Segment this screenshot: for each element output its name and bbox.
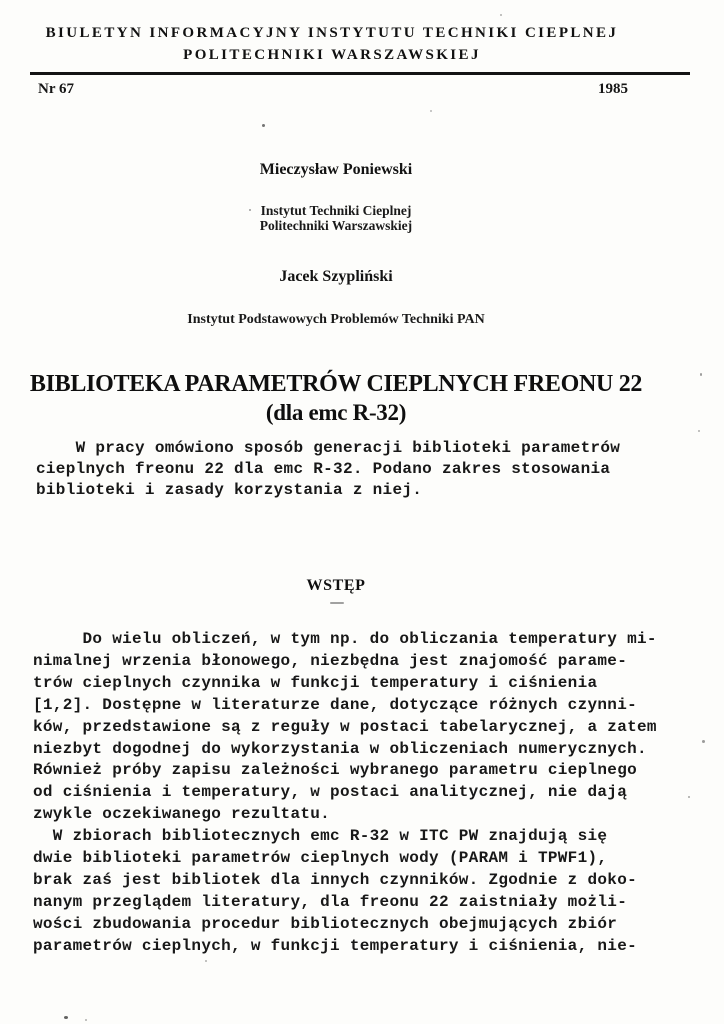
body-line: dwie biblioteki parametrów cieplnych wody (PARAM i TPWF1), [33, 849, 608, 868]
scan-speck [688, 796, 690, 798]
abstract [36, 438, 620, 501]
author-1-affiliation-line2: Politechniki Warszawskiej [259, 218, 413, 233]
body-line: niezbyt dogodnej do wykorzystania w obliczeniach numerycznych. [33, 739, 647, 758]
scan-speck [698, 430, 700, 432]
scan-smudge [330, 602, 344, 604]
article-title-line2: (dla emc R-32) [265, 400, 407, 425]
body-line: trów cieplnych czynnika w funkcji temperatury i ciśnienia [33, 673, 598, 692]
article-title-line1: BIBLIOTEKA PARAMETRÓW CIEPLNYCH FREONU 22 [29, 371, 643, 397]
body-line: wości zbudowania procedur bibliotecznych obejmujących zbiór [33, 914, 618, 933]
abstract-line: cieplnych freonu 22 dla emc R-32. Podano zakres stosowania [36, 460, 611, 478]
issue-year: 1985 [598, 81, 628, 97]
body-line: od ciśnienia i temperatury, w postaci analitycznej, nie dają [33, 783, 628, 802]
body-line: [1,2]. Dostępne w literaturze dane, dotyczące różnych czynni- [33, 695, 637, 714]
body-line: W zbiorach bibliotecznych emc R-32 w ITC PW znajdują się [33, 827, 608, 846]
scan-speck [262, 124, 265, 127]
masthead-rule [30, 72, 690, 75]
bulletin-masthead-line2: POLITECHNIKI WARSZAWSKIEJ [183, 47, 481, 63]
body-line: Również próby zapisu zależności wybranego parametru cieplnego [33, 761, 637, 780]
body-line: brak zaś jest bibliotek dla innych czynników. Zgodnie z doko- [33, 870, 637, 889]
body-line: Do wielu obliczeń, w tym np. do obliczania temperatury mi- [33, 630, 657, 648]
author-name-1: Mieczysław Poniewski [259, 161, 413, 178]
body-line: ków, przedstawione są z reguły w postaci tabelarycznej, a zatem [33, 717, 657, 736]
abstract-line: W pracy omówiono sposób generacji biblioteki parametrów [36, 439, 621, 457]
scan-speck [430, 110, 432, 112]
scan-speck [702, 740, 705, 743]
body-line: nimalnej wrzenia błonowego, niezbędna jest znajomość parame- [33, 651, 628, 670]
scan-speck [700, 373, 702, 376]
body-line: zwykle oczekiwanego rezultatu. [33, 805, 331, 824]
author-2-affiliation: Instytut Podstawowych Problemów Techniki PAN [187, 312, 485, 327]
body-line: parametrów cieplnych, w funkcji temperatury i ciśnienia, nie- [33, 936, 637, 955]
scan-speck [249, 209, 251, 211]
scan-speck [85, 1019, 87, 1021]
section-heading-wstep: WSTĘP [306, 577, 366, 594]
author-1-affiliation-line1: Instytut Techniki Cieplnej [260, 203, 412, 218]
scan-speck [205, 960, 207, 962]
author-name-2: Jacek Szypliński [279, 268, 393, 285]
abstract-line: biblioteki i zasady korzystania z niej. [36, 481, 423, 499]
scan-speck [64, 1016, 68, 1019]
scan-speck [500, 14, 502, 16]
bulletin-masthead-line1: BIULETYN INFORMACYJNY INSTYTUTU TECHNIKI CIEPLNEJ [45, 25, 619, 41]
body-line: nanym przeglądem literatury, dla freonu 22 zaistniały możli- [33, 892, 628, 911]
body-text [33, 629, 657, 958]
issue-number: Nr 67 [38, 81, 74, 97]
